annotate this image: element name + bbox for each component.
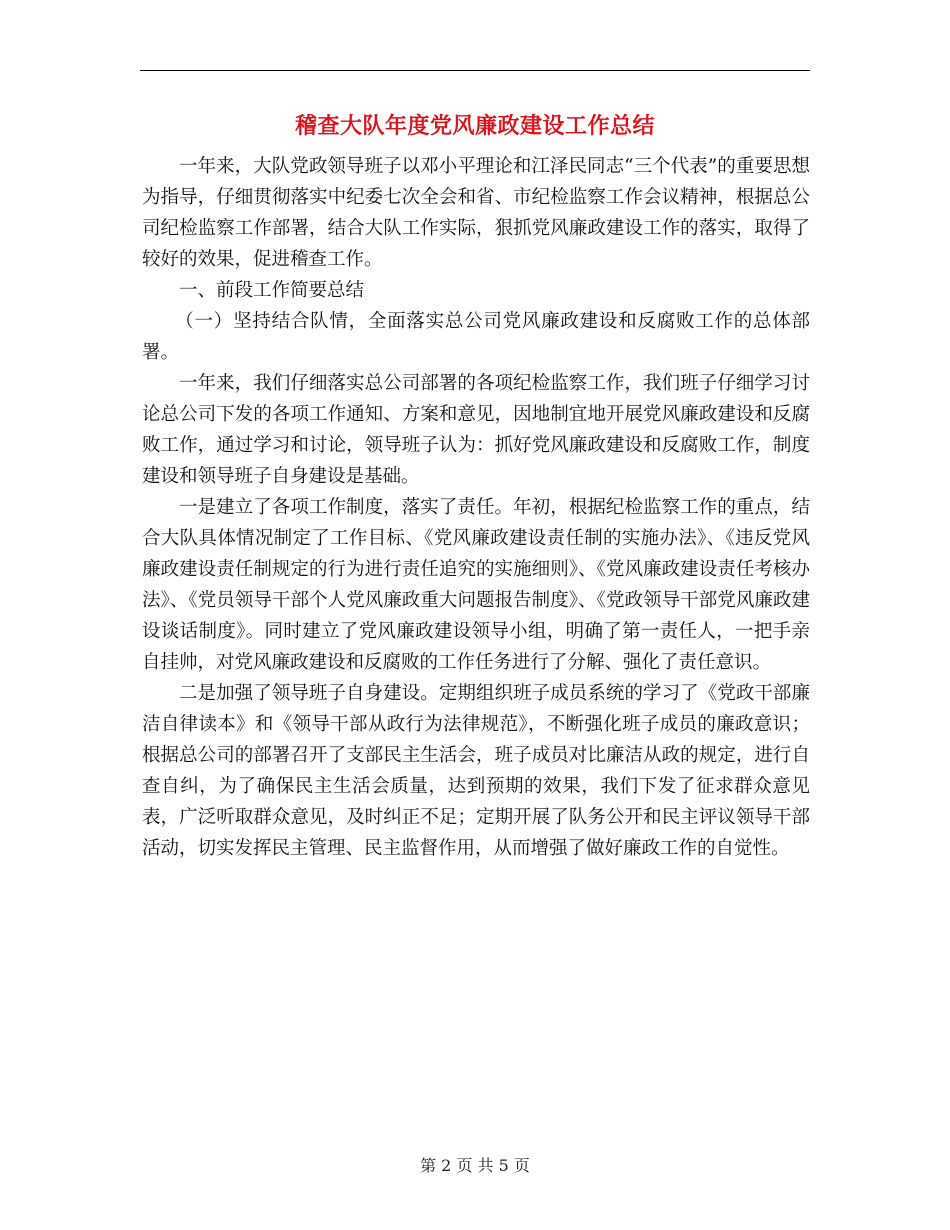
paragraph-point-two: 二是加强了领导班子自身建设。定期组织班子成员系统的学习了《党政干部廉洁自律读本》和《领导干部从政行为法律规范》，不断强化班子成员的廉政意识；根据总公司的部署召开了支部民主生活会，班子成员对比廉洁从政的规定，进行自查自纠，为了确保民主生活会质量，达到预期的效果，我们下发了征求群众意见表，广泛听取群众意见，及时纠正不足；定期开展了队务公开和民主评议领导干部活动，切实发挥民主管理、民主监督作用，从而增强了做好廉政工作的自觉性。 xyxy=(142,683,810,859)
paragraph-intro: 一年来，大队党政领导班子以邓小平理论和江泽民同志“三个代表”的重要思想为指导，仔细贯彻落实中纪委七次全会和省、市纪检监察工作会议精神，根据总公司纪检监察工作部署，结合大队工作实际，狠抓党风廉政建设工作的落实，取得了较好的效果，促进稽查工作。 xyxy=(142,156,810,270)
header-rule xyxy=(140,70,810,71)
subsection-heading: （一）坚持结合队情，全面落实总公司党风廉政建设和反腐败工作的总体部署。 xyxy=(142,311,810,363)
section-heading: 一、前段工作简要总结 xyxy=(179,280,365,301)
document-title: 稽查大队年度党风廉政建设工作总结 xyxy=(294,113,655,139)
paragraph-overview: 一年来，我们仔细落实总公司部署的各项纪检监察工作，我们班子仔细学习讨论总公司下发的各项工作通知、方案和意见，因地制宜地开展党风廉政建设和反腐败工作，通过学习和讨论，领导班子认为：抓好党风廉政建设和反腐败工作，制度建设和领导班子自身建设是基础。 xyxy=(142,373,810,487)
page-number: 第 2 页 共 5 页 xyxy=(420,1156,530,1175)
document-body xyxy=(142,151,810,864)
paragraph-point-one: 一是建立了各项工作制度，落实了责任。年初，根据纪检监察工作的重点，结合大队具体情况制定了工作目标、《党风廉政建设责任制的实施办法》、《违反党风廉政建设责任制规定的行为进行责任追究的实施细则》、《党风廉政建设责任考核办法》、《党员领导干部个人党风廉政重大问题报告制度》、《党政领导干部党风廉政建设谈话制度》。同时建立了党风廉政建设领导小组，明确了第一责任人，一把手亲自挂帅，对党风廉政建设和反腐败的工作任务进行了分解、强化了责任意识。 xyxy=(142,497,810,673)
